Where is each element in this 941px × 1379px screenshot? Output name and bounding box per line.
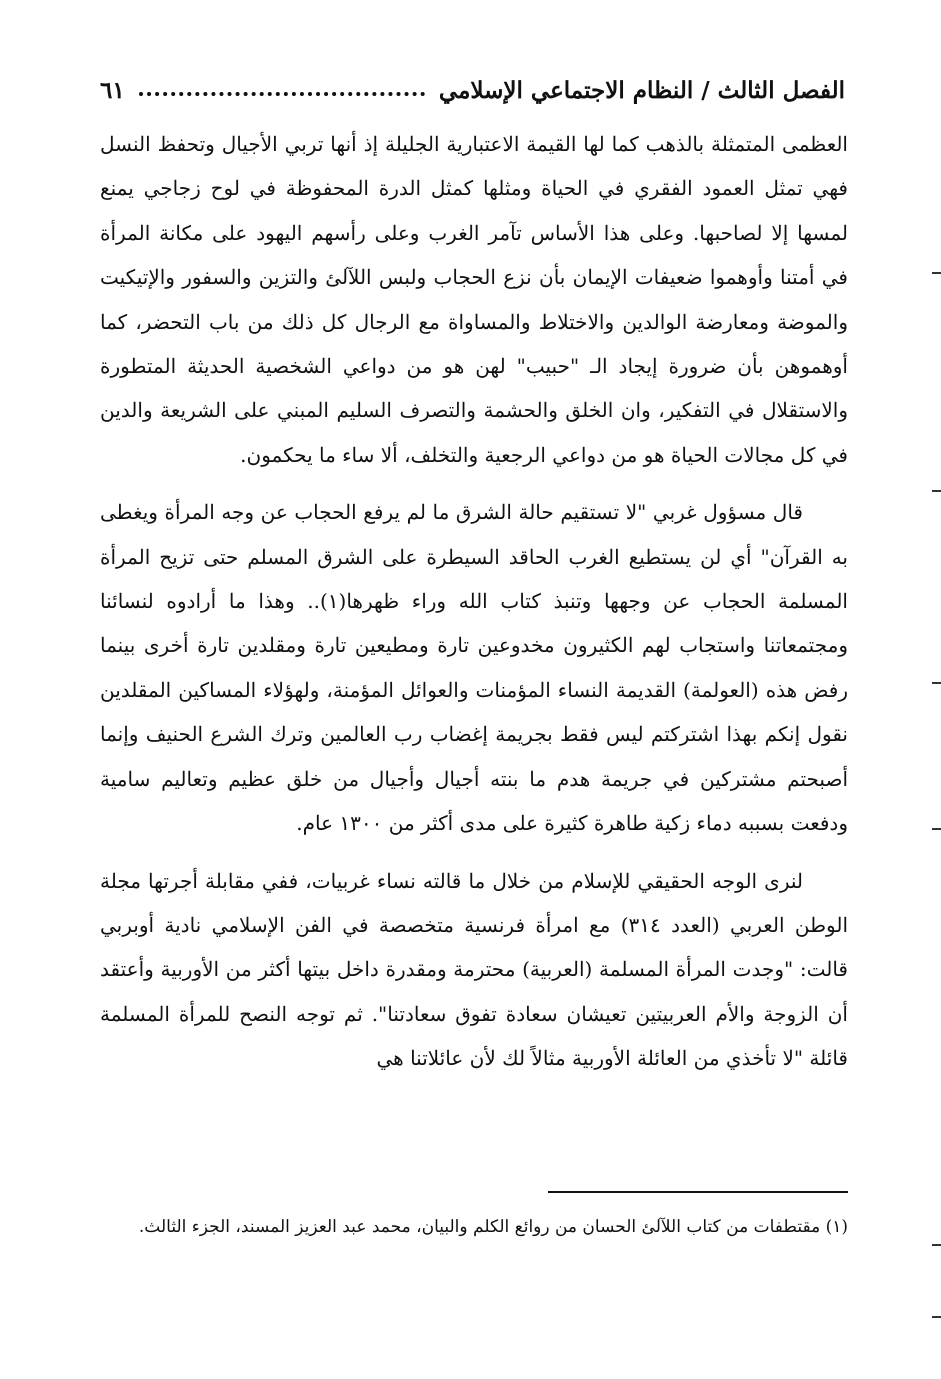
running-title: الفصل الثالث / النظام الاجتماعي الإسلامي — [438, 76, 845, 104]
margin-scan-mark — [932, 682, 941, 684]
page-number: ٦١ — [100, 76, 125, 104]
footnote-separator — [548, 1191, 848, 1193]
footnote: (١) مقتطفات من كتاب اللآلئ الحسان من روائع الكلم والبيان، محمد عبد العزيز المسند، الجزء الثالث. — [138, 1217, 848, 1237]
margin-scan-mark — [932, 490, 941, 492]
header-leader-line — [139, 92, 425, 96]
paragraph-2: قال مسؤول غربي "لا تستقيم حالة الشرق ما لم يرفع الحجاب عن وجه المرأة ويغطى به القرآن" أي لن يستطيع الغرب الحاقد السيطرة على الشرق المسلم حتى تزيح المرأة المسلمة الحجاب عن وجهها وتنبذ كتاب الله وراء ظهرها(١).. وهذا ما أرادوه لنسائنا ومجتمعاتنا واستجاب لهم الكثيرون مخدوعين تارة ومطيعين تارة ومقلدين تارة أخرى بينما رفض هذه (العولمة) القديمة النساء المؤمنات والعوائل المؤمنة، ولهؤلاء المساكين المقلدين نقول إنكم بهذا اشتركتم ليس فقط بجريمة إغضاب رب العالمين وترك الشرع الحنيف وإنما أصبحتم مشتركين في جريمة هدم ما بنته أجيال وأجيال من خلق عظيم وتعاليم سامية ودفعت بسببه دماء زكية طاهرة كثيرة على مدى أكثر من ١٣٠٠ عام. — [100, 500, 848, 836]
paragraph-1: العظمى المتمثلة بالذهب كما لها القيمة الاعتبارية الجليلة إذ أنها تربي الأجيال وتحفظ النسل فهي تمثل العمود الفقري في الحياة ومثلها كمثل الدرة المحفوظة في لوح زجاجي يمنع لمسها إلا لصاحبها. وعلى هذا الأساس تآمر الغرب وعلى رأسهم اليهود على مكانة المرأة في أمتنا وأوهموا ضعيفات الإيمان بأن نزع الحجاب ولبس اللآلئ والتزين والسفور والإتيكيت والموضة ومعارضة الوالدين والاختلاط والمساواة مع الرجال كل ذلك من باب التحضر، كما أوهموهن بأن ضرورة إيجاد الـ "حبيب" لهن هو من دواعي الشخصية الحديثة المتطورة والاستقلال في التفكير، وان الخلق والحشمة والتصرف السليم المبني على الشريعة والدين في كل مجالات الحياة هو من دواعي الرجعية والتخلف، ألا ساء ما يحكمون. — [100, 132, 848, 467]
margin-scan-mark — [932, 1316, 941, 1318]
body-text — [100, 122, 848, 1094]
page-header — [100, 70, 845, 110]
margin-scan-mark — [932, 828, 941, 830]
paragraph-3: لنرى الوجه الحقيقي للإسلام من خلال ما قالته نساء غربيات، ففي مقابلة أجرتها مجلة الوطن العربي (العدد ٣١٤) مع امرأة فرنسية متخصصة في الفن الإسلامي نادية أوبربي قالت: "وجدت المرأة المسلمة (العربية) محترمة ومقدرة داخل بيتها أكثر من الأوربية وأعتقد أن الزوجة والأم العربيتين تعيشان سعادة تفوق سعادتنا". ثم توجه النصح للمرأة المسلمة قائلة "لا تأخذي من العائلة الأوربية مثالاً لك لأن عائلاتنا هي — [100, 868, 848, 1071]
margin-scan-mark — [932, 272, 941, 274]
margin-scan-mark — [932, 1244, 941, 1246]
